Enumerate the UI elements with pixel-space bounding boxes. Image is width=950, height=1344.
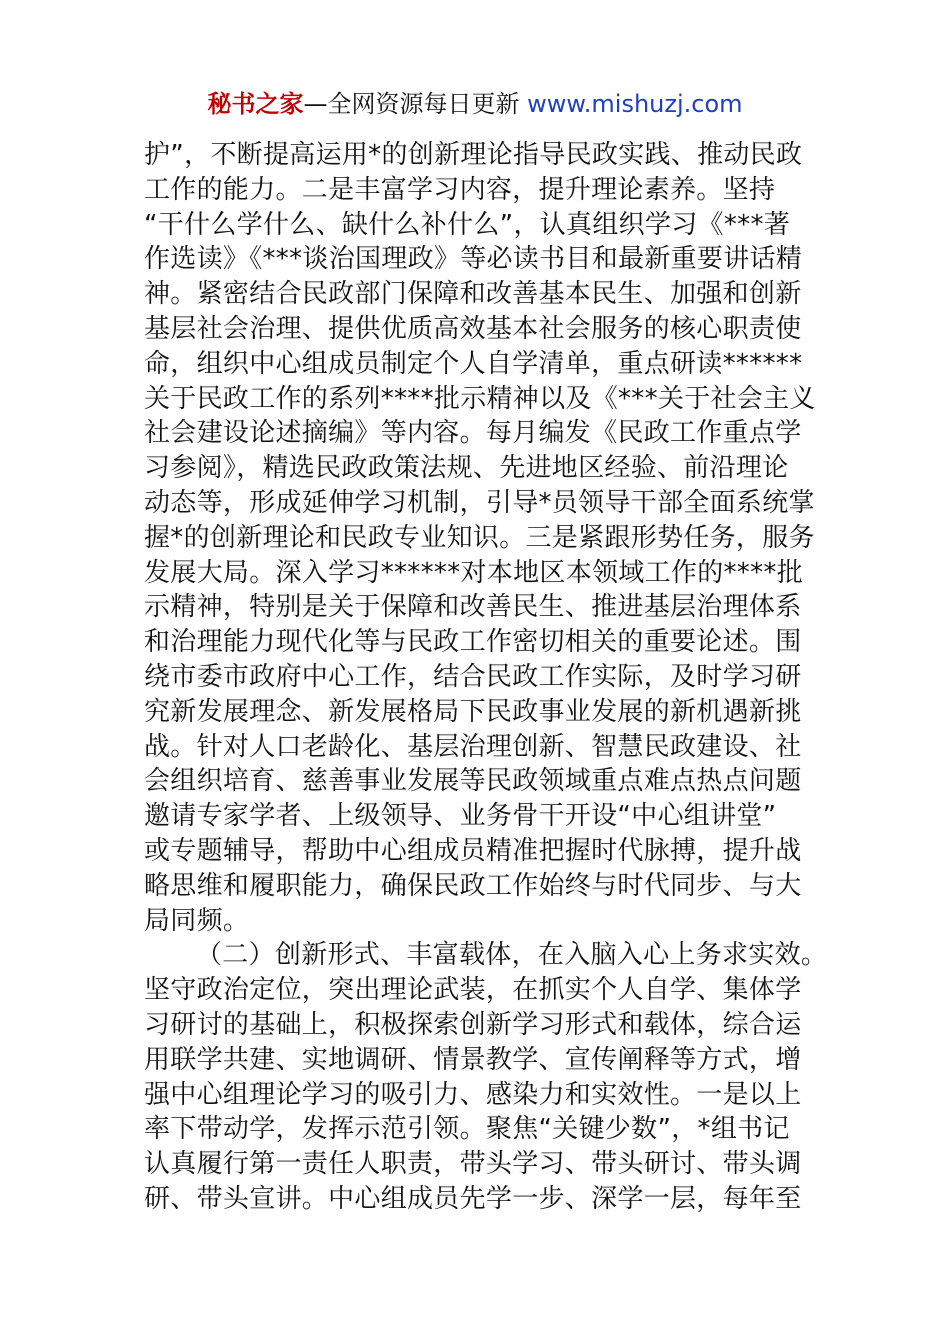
text-line: 习研讨的基础上，积极探索创新学习形式和载体，综合运 bbox=[144, 1009, 802, 1040]
text-line: 动态等，形成延伸学习机制，引导*员领导干部全面系统掌 bbox=[144, 487, 815, 518]
text-line: “干什么学什么、缺什么补什么”，认真组织学习《***著 bbox=[144, 209, 791, 240]
text-line: 或专题辅导，帮助中心组成员精准把握时代脉搏，提升战 bbox=[144, 835, 802, 866]
text-line: 作选读》《***谈治国理政》等必读书目和最新重要讲话精 bbox=[144, 244, 803, 275]
document-body bbox=[144, 138, 834, 1217]
text-line: 发展大局。深入学习******对本地区本领域工作的****批 bbox=[144, 557, 804, 588]
text-line: 和治理能力现代化等与民政工作密切相关的重要论述。围 bbox=[144, 627, 802, 658]
text-line: 关于民政工作的系列****批示精神以及《***关于社会主义 bbox=[144, 383, 816, 414]
text-line: 究新发展理念、新发展格局下民政事业发展的新机遇新挑 bbox=[144, 696, 802, 727]
text-line: 率下带动学，发挥示范引领。聚焦“关键少数”，*组书记 bbox=[144, 1114, 790, 1145]
text-line: 会组织培育、慈善事业发展等民政领域重点难点热点问题 bbox=[144, 766, 802, 797]
text-line: 用联学共建、实地调研、情景教学、宣传阐释等方式，增 bbox=[144, 1044, 802, 1075]
text-line: 邀请专家学者、上级领导、业务骨干开设“中心组讲堂” bbox=[144, 801, 777, 832]
text-line: 示精神，特别是关于保障和改善民生、推进基层治理体系 bbox=[144, 592, 802, 623]
brand-name: 秘书之家 bbox=[207, 90, 304, 118]
text-line: 握*的创新理论和民政专业知识。三是紧跟形势任务，服务 bbox=[144, 522, 815, 553]
text-line: 认真履行第一责任人职责，带头学习、带头研讨、带头调 bbox=[144, 1149, 802, 1180]
text-line: 神。紧密结合民政部门保障和改善基本民生、加强和创新 bbox=[144, 279, 802, 310]
text-line: 研、带头宣讲。中心组成员先学一步、深学一层，每年至 bbox=[144, 1183, 802, 1214]
text-line: 绕市委市政府中心工作，结合民政工作实际，及时学习研 bbox=[144, 661, 802, 692]
text-line: 工作的能力。二是丰富学习内容，提升理论素养。坚持 bbox=[144, 174, 776, 205]
text-line: 略思维和履职能力，确保民政工作始终与时代同步、与大 bbox=[144, 870, 802, 901]
text-line: 习参阅》，精选民政政策法规、先进地区经验、前沿理论 bbox=[144, 453, 789, 484]
text-line: 护”，不断提高运用*的创新理论指导民政实践、推动民政 bbox=[144, 140, 803, 170]
text-line: 强中心组理论学习的吸引力、感染力和实效性。一是以上 bbox=[144, 1079, 802, 1110]
header-tagline: —全网资源每日更新 bbox=[303, 90, 528, 118]
section-heading-line: （二）创新形式、丰富载体，在入脑入心上务求实效。 bbox=[196, 940, 828, 971]
text-line: 战。针对人口老龄化、基层治理创新、智慧民政建设、社 bbox=[144, 731, 802, 762]
text-line: 坚守政治定位，突出理论武装，在抓实个人自学、集体学 bbox=[144, 975, 802, 1006]
text-line: 局同频。 bbox=[144, 905, 250, 936]
text-line: 命，组织中心组成员制定个人自学清单，重点研读****** bbox=[144, 348, 803, 379]
page-header bbox=[0, 88, 950, 120]
text-line: 基层社会治理、提供优质高效基本社会服务的核心职责使 bbox=[144, 313, 802, 344]
site-url[interactable]: www.mishuzj.com bbox=[527, 90, 743, 118]
text-line: 社会建设论述摘编》等内容。每月编发《民政工作重点学 bbox=[144, 418, 802, 449]
